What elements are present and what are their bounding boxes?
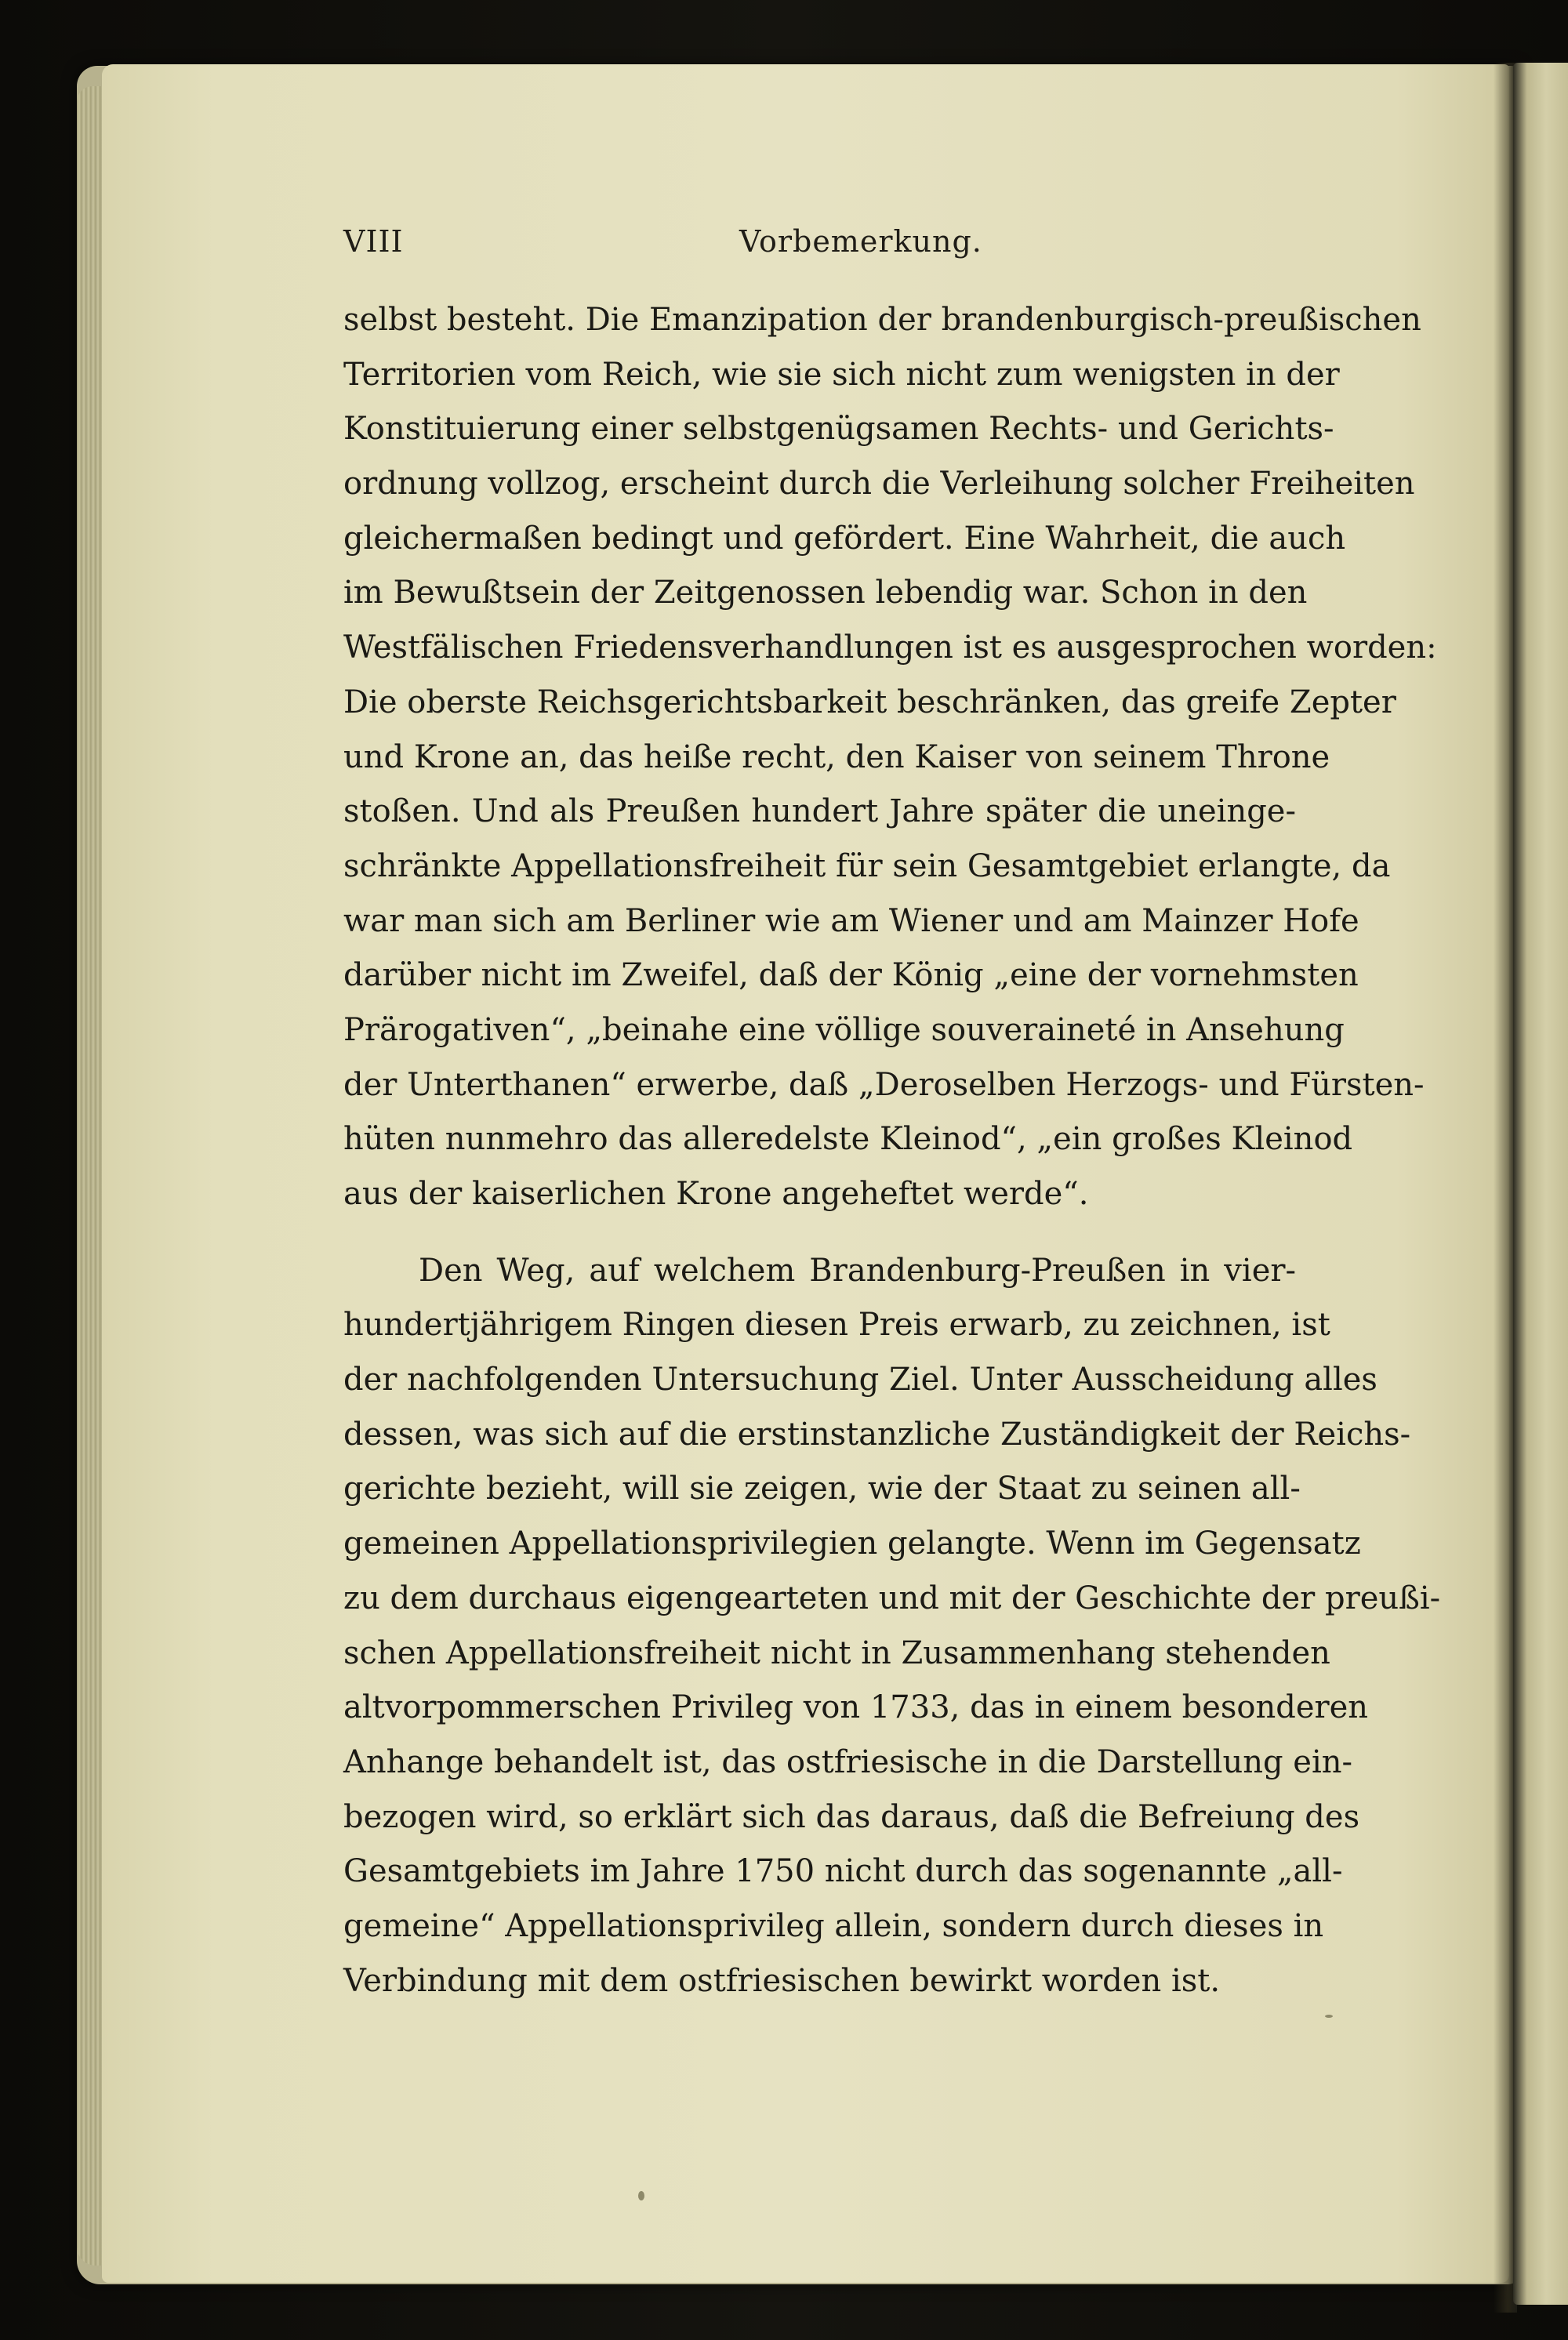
text-line: selbst besteht. Die Emanzipation der brandenburgisch-preußischen bbox=[343, 302, 1421, 338]
text-line: Westfälischen Friedensverhandlungen ist es ausgesprochen worden: bbox=[343, 629, 1437, 666]
text-line: und Krone an, das heiße recht, den Kaiser von seinem Throne bbox=[343, 738, 1330, 775]
text-line: zu dem durchaus eigengearteten und mit der Geschichte der preußi- bbox=[343, 1580, 1441, 1616]
text-line: gerichte bezieht, will sie zeigen, wie der Staat zu seinen all- bbox=[343, 1471, 1301, 1507]
text-line: ordnung vollzog, erscheint durch die Verleihung solcher Freiheiten bbox=[343, 466, 1415, 502]
text-line: Anhange behandelt ist, das ostfriesische in die Darstellung ein- bbox=[343, 1743, 1353, 1780]
text-line: stoßen. Und als Preußen hundert Jahre später die uneinge- bbox=[343, 793, 1296, 830]
text-line: Die oberste Reichsgerichtsbarkeit beschränken, das greife Zepter bbox=[343, 684, 1396, 720]
facing-page-edge bbox=[1513, 63, 1568, 2305]
paragraph-gap bbox=[343, 1222, 1296, 1244]
text-line: Konstituierung einer selbstgenügsamen Rechts- und Gerichts- bbox=[343, 411, 1334, 448]
paper-speck bbox=[1325, 2015, 1333, 2018]
text-line: gleichermaßen bedingt und gefördert. Eine Wahrheit, die auch bbox=[343, 520, 1346, 557]
paragraph-2 bbox=[343, 1244, 1441, 2009]
text-line: hundertjährigem Ringen diesen Preis erwarb, zu zeichnen, ist bbox=[343, 1307, 1330, 1344]
text-line: im Bewußtsein der Zeitgenossen lebendig war. Schon in den bbox=[343, 575, 1308, 611]
text-line: gemeine“ Appellationsprivileg allein, sondern durch dieses in bbox=[343, 1907, 1324, 1944]
text-line: schen Appellationsfreiheit nicht in Zusammenhang stehenden bbox=[343, 1634, 1330, 1671]
text-line: Gesamtgebiets im Jahre 1750 nicht durch das sogenannte „all- bbox=[343, 1853, 1343, 1890]
text-line: Den Weg, auf welchem Brandenburg-Preußen in vier- bbox=[419, 1252, 1296, 1289]
text-line: Verbindung mit dem ostfriesischen bewirkt worden ist. bbox=[343, 1962, 1221, 1999]
text-line: dessen, was sich auf die erstinstanzliche Zuständigkeit der Reichs- bbox=[343, 1416, 1411, 1453]
paragraph-1 bbox=[343, 293, 1437, 1222]
text-line: gemeinen Appellationsprivilegien gelangte. Wenn im Gegensatz bbox=[343, 1526, 1361, 1562]
text-line: altvorpommerschen Privileg von 1733, das in einem besonderen bbox=[343, 1689, 1369, 1726]
page-number: VIII bbox=[343, 224, 404, 259]
text-line: war man sich am Berliner wie am Wiener und am Mainzer Hofe bbox=[343, 902, 1359, 939]
text-line: darüber nicht im Zweifel, daß der König „eine der vornehmsten bbox=[343, 957, 1359, 994]
text-line: schränkte Appellationsfreiheit für sein Gesamtgebiet erlangte, da bbox=[343, 847, 1391, 884]
body-text bbox=[343, 293, 1441, 2008]
text-line: der Unterthanen“ erwerbe, daß „Deroselben Herzogs- und Fürsten- bbox=[343, 1066, 1425, 1103]
running-header bbox=[343, 224, 1296, 271]
text-line: Territorien vom Reich, wie sie sich nicht zum wenigsten in der bbox=[343, 356, 1340, 393]
running-title: Vorbemerkung. bbox=[739, 224, 982, 259]
text-line: hüten nunmehro das alleredelste Kleinod“, „ein großes Kleinod bbox=[343, 1121, 1353, 1158]
text-line: der nachfolgenden Untersuchung Ziel. Unter Ausscheidung alles bbox=[343, 1362, 1377, 1399]
text-line: bezogen wird, so erklärt sich das daraus, daß die Befreiung des bbox=[343, 1798, 1360, 1835]
paper-speck bbox=[638, 2191, 644, 2200]
text-line: Prärogativen“, „beinahe eine völlige souveraineté in Ansehung bbox=[343, 1011, 1345, 1048]
text-line: aus der kaiserlichen Krone angeheftet werde“. bbox=[343, 1176, 1089, 1212]
